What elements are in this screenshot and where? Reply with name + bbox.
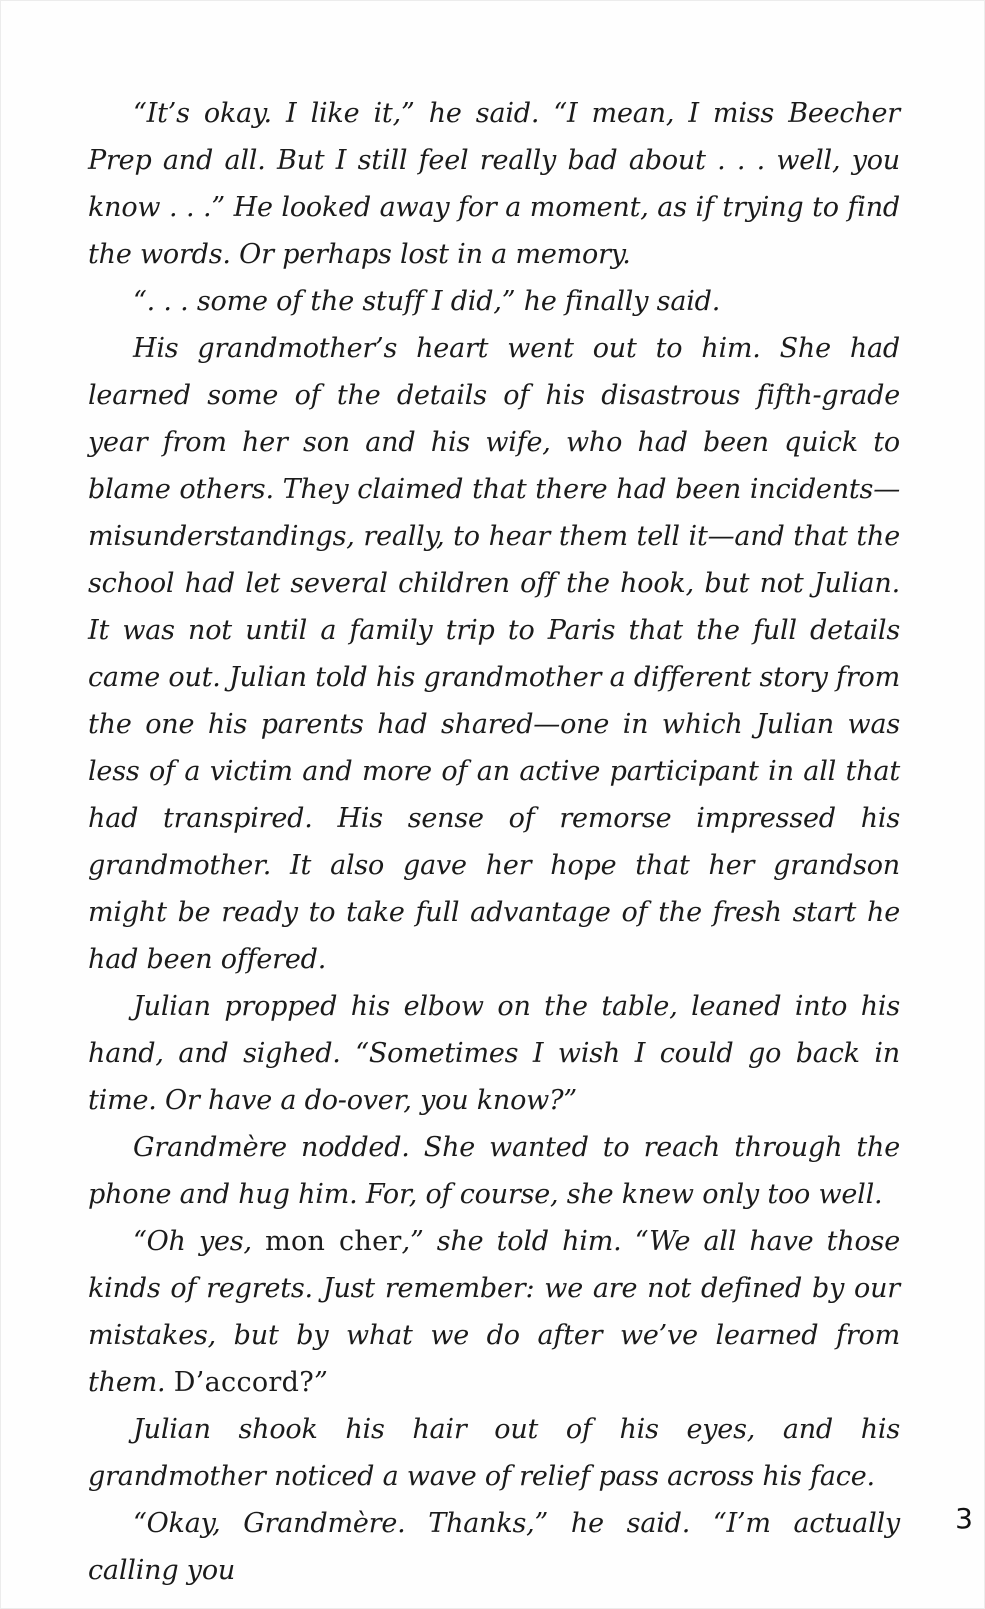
text-run: His grandmother’s heart went out to him. She had learned some of the details of his disastrous fifth-grade year from her son and his wife, who had been quick to blame others. They claimed that there had been incidents—misunderstandings, really, to hear them tell it—and that the school had let several children off the hook, but not Julian. It was not until a family trip to Paris that the full details came out. Julian told his grandmother a different story from the one his parents had shared—one in which Julian was less of a victim and more of an active participant in all that had transpired. His sense of remorse impressed his grandmother. It also gave her hope that her grandson might be ready to take full advantage of the fresh start he had been offered. xyxy=(88,333,900,975)
text-run: Julian shook his hair out of his eyes, and his grandmother noticed a wave of relief pass across his face. xyxy=(88,1414,900,1492)
paragraph xyxy=(88,90,900,278)
page-number: 3 xyxy=(955,1502,973,1535)
text-run: Grandmère nodded. She wanted to reach through the phone and hug him. For, of course, she knew only too well. xyxy=(88,1132,900,1210)
paragraph xyxy=(88,1406,900,1500)
paragraph xyxy=(88,1500,900,1594)
page-text xyxy=(88,90,900,1594)
paragraph xyxy=(88,983,900,1124)
text-run: “Okay, Grandmère. Thanks,” he said. “I’m actually calling you xyxy=(88,1508,900,1586)
paragraph xyxy=(88,1124,900,1218)
french-phrase: D’accord? xyxy=(173,1367,314,1398)
paragraph xyxy=(88,278,900,325)
text-run: “. . . some of the stuff I did,” he finally said. xyxy=(133,286,721,317)
paragraph xyxy=(88,325,900,983)
text-run: “Oh yes, xyxy=(133,1226,266,1257)
french-phrase: mon cher xyxy=(265,1226,402,1257)
text-run: Julian propped his elbow on the table, leaned into his hand, and sighed. “Sometimes I wish I could go back in time. Or have a do-over, you know?” xyxy=(88,991,900,1116)
text-run: ” xyxy=(314,1367,328,1398)
paragraph xyxy=(88,1218,900,1406)
text-run: “It’s okay. I like it,” he said. “I mean, I miss Beecher Prep and all. But I still feel really bad about . . . well, you know . . .” He looked away for a moment, as if trying to find the words. Or perhaps lost in a memory. xyxy=(88,98,900,270)
text-run: ,” she told him. “We all have those kinds of regrets. Just remember: we are not defined by our mistakes, but by what we do after we’ve learned from them. xyxy=(88,1226,900,1398)
